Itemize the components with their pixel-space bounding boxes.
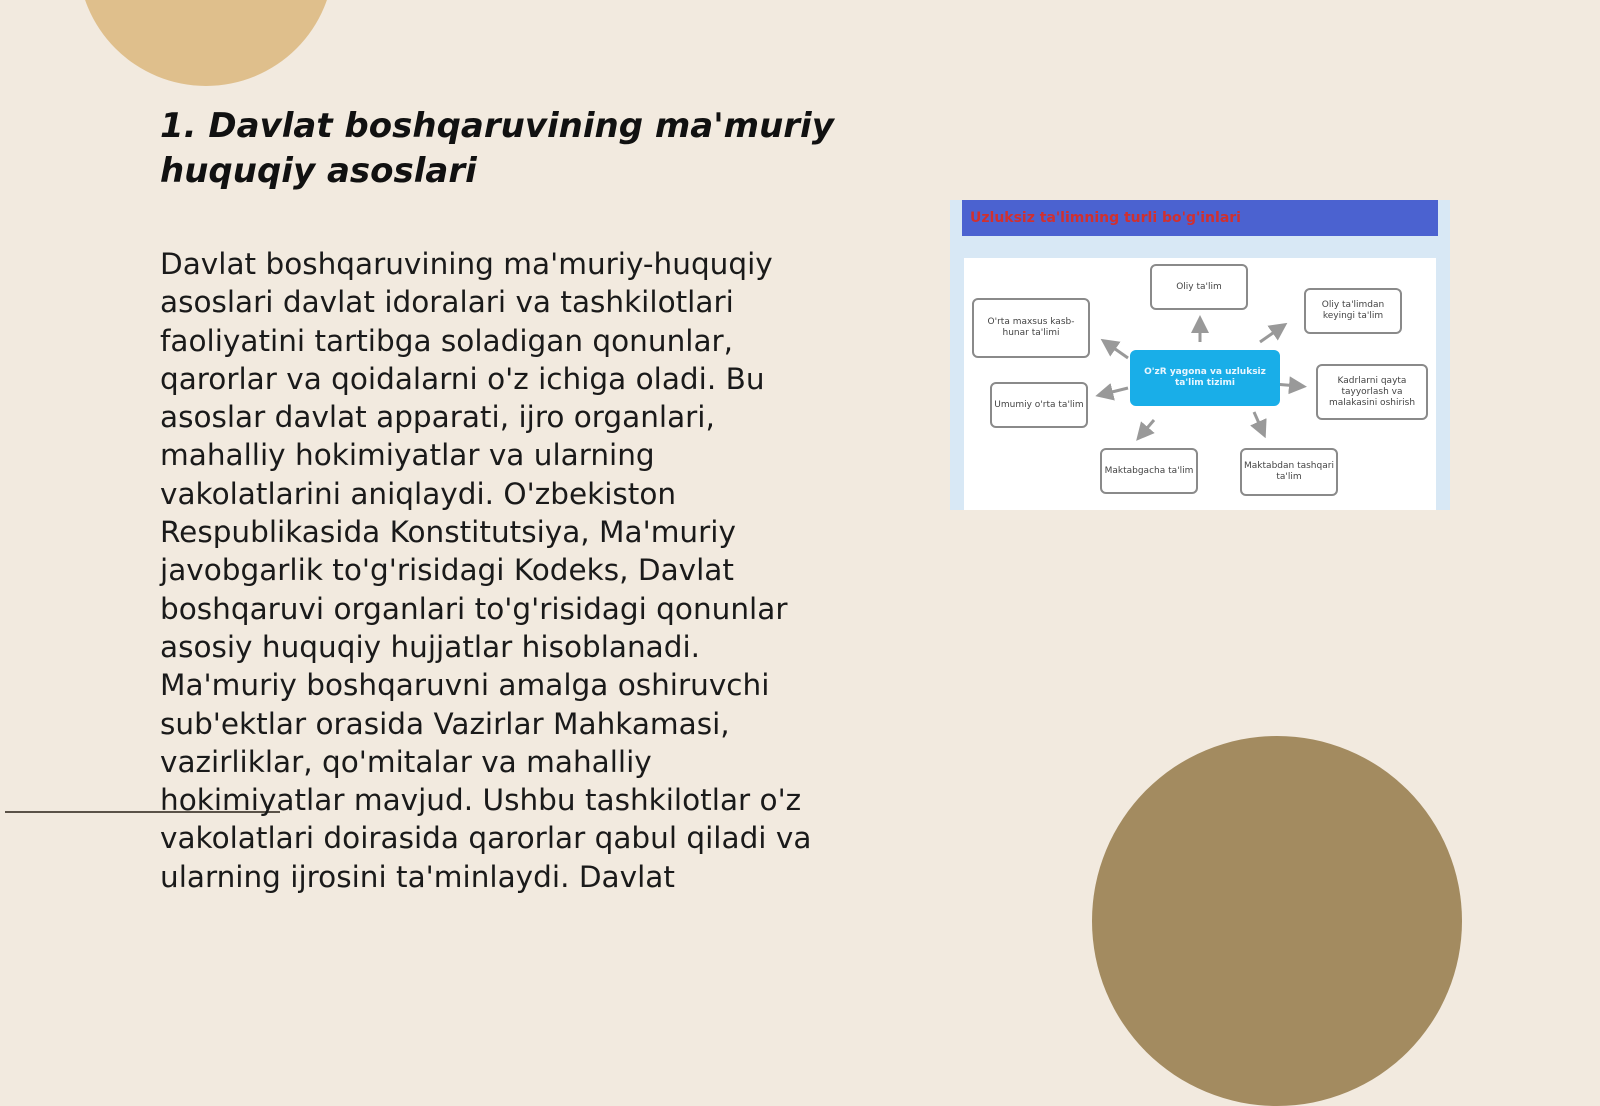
decorative-circle-bottom: [1092, 736, 1462, 1106]
diagram-header: Uzluksiz ta'limning turli bo'g'inlari: [962, 200, 1438, 236]
diagram-node-retraining: Kadrlarni qayta tayyorlash va malakasini oshirish: [1316, 364, 1428, 420]
education-system-diagram: [950, 200, 1450, 510]
slide-body-text: Davlat boshqaruvining ma'muriy-huquqiy asoslari davlat idoralari va tashkilotlari faoliyatini tartibga soladigan qonunlar, qarorlar va qoidalarni o'z ichiga oladi. Bu asoslar davlat apparati, ijro organlari, mahalliy hokimiyatlar va ularning vakolatlarini aniqlaydi. O'zbekiston Respublikasida Konstitutsiya, Ma'muriy javobgarlik to'g'risidagi Kodeks, Davlat boshqaruvi organlari to'g'risidagi qonunlar asosiy huquqiy hujjatlar hisoblanadi. Ma'muriy boshqaruvni amalga oshiruvchi sub'ektlar orasida Vazirlar Mahkamasi, vazirliklar, qo'mitalar va mahalliy hokimiyatlar mavjud. Ushbu tashkilotlar o'z vakolatlari doirasida qarorlar qabul qiladi va ularning ijrosini ta'minlaydi. Davlat: [160, 247, 812, 894]
diagram-body: [964, 258, 1436, 510]
diagram-node-center: O'zR yagona va uzluksiz ta'lim tizimi: [1130, 350, 1280, 406]
diagram-node-preschool: Maktabgacha ta'lim: [1100, 448, 1198, 494]
decorative-circle-top: [78, 0, 334, 86]
diagram-node-postgraduate: Oliy ta'limdan keyingi ta'lim: [1304, 288, 1402, 334]
diagram-node-extracurricular: Maktabdan tashqari ta'lim: [1240, 448, 1338, 496]
diagram-node-general-secondary: Umumiy o'rta ta'lim: [990, 382, 1088, 428]
diagram-node-higher-education: Oliy ta'lim: [1150, 264, 1248, 310]
slide-title: 1. Davlat boshqaruvining ma'muriy huquqiy asoslari: [160, 106, 834, 191]
diagram-node-vocational: O'rta maxsus kasb-hunar ta'limi: [972, 298, 1090, 358]
